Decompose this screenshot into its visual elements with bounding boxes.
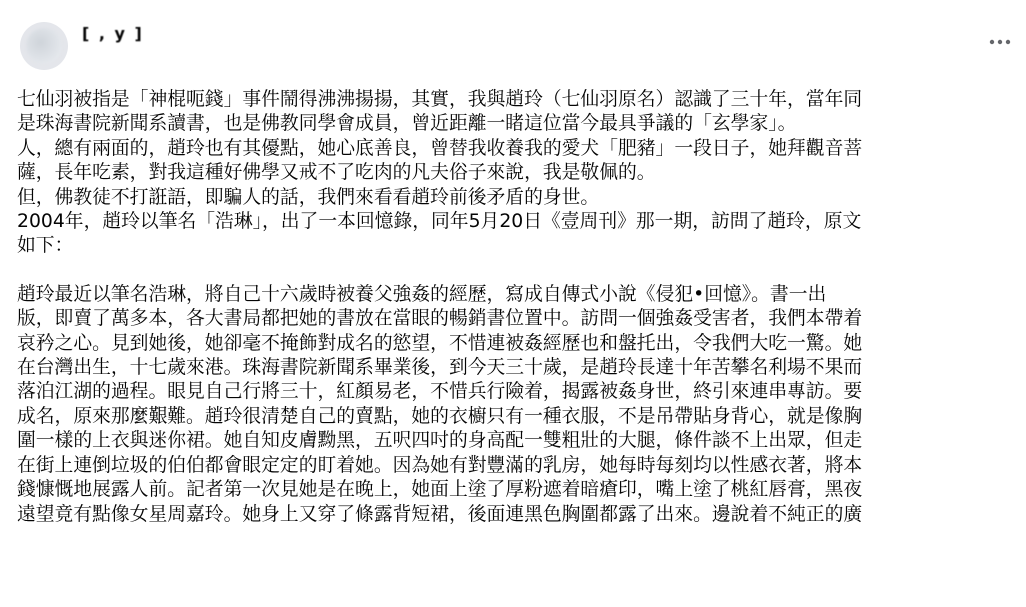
quoted-text-line: 在台灣出生，十七歲來港。珠海書院新聞系畢業後，到今天三十歲，是趙玲長達十年苦攀名利場不果而 xyxy=(17,357,863,379)
author-name[interactable]: [ , y ] xyxy=(82,24,144,43)
post-header xyxy=(0,0,1026,78)
quoted-text-line: 落泊江湖的過程。眼見自己行將三十，紅顏易老，不惜兵行險着，揭露被姦身世，終引來連串專訪。要 xyxy=(17,381,863,403)
post-text xyxy=(17,88,1022,527)
post-text-line: 2004年，趙玲以筆名「浩琳」，出了一本回憶錄，同年5月20日《壹周刊》那一期，訪問了趙玲，原文 xyxy=(17,211,862,233)
quoted-text-line: 錢慷慨地展露人前。記者第一次見她是在晚上，她面上塗了厚粉遮着暗瘡印，嘴上塗了桃紅唇膏，黑夜 xyxy=(17,479,863,501)
quoted-text-line: 版，即賣了萬多本，各大書局都把她的書放在當眼的暢銷書位置中。訪問一個強姦受害者，我們本帶着 xyxy=(17,308,863,330)
quoted-text-line: 在街上連倒垃圾的伯伯都會眼定定的盯着她。因為她有對豐滿的乳房，她每時每刻均以性感衣著，將本 xyxy=(17,454,863,476)
paragraph-spacer xyxy=(17,259,1022,283)
more-horizontal-icon xyxy=(989,39,1011,45)
post-text-line: 七仙羽被指是「神棍呃錢」事件鬧得沸沸揚揚，其實，我與趙玲（七仙羽原名）認識了三十年，當年同 xyxy=(17,89,863,110)
post-text-line: 薩，長年吃素，對我這種好佛學又戒不了吃肉的凡夫俗子來說，我是敬佩的。 xyxy=(17,162,656,184)
avatar-image xyxy=(26,28,62,64)
post-text-line: 人，總有兩面的，趙玲也有其優點，她心底善良，曾替我收養我的愛犬「肥豬」一段日子，她拜觀音菩 xyxy=(17,137,863,159)
post-text-line: 但，佛教徒不打誑語，即騙人的話，我們來看看趙玲前後矛盾的身世。 xyxy=(17,186,600,208)
profile-avatar[interactable] xyxy=(20,22,68,70)
quoted-text-line: 圍一樣的上衣與迷你裙。她自知皮膚黝黑，五呎四吋的身高配一雙粗壯的大腿，條件談不上出眾，但走 xyxy=(17,430,863,452)
quoted-text-line: 哀矜之心。見到她後，她卻毫不掩飾對成名的慾望，不惜連被姦經歷也和盤托出，令我們大吃一驚。她 xyxy=(17,332,863,354)
post-text-line: 是珠海書院新聞系讀書，也是佛教同學會成員，曾近距離一睹這位當今最具爭議的「玄學家」。 xyxy=(17,113,797,135)
quoted-text-line: 趙玲最近以筆名浩琳，將自己十六歲時被養父強姦的經歷，寫成自傳式小說《侵犯•回憶》。書一出 xyxy=(17,283,827,305)
quoted-text-line: 遠望竟有點像女星周嘉玲。她身上又穿了條露背短裙，後面連黑色胸圍都露了出來。邊說着不純正的廣 xyxy=(17,503,863,525)
post-text-line: 如下： xyxy=(17,235,74,257)
more-options-button[interactable] xyxy=(986,32,1014,52)
quoted-text-line: 成名，原來那麼艱難。趙玲很清楚自己的賣點，她的衣櫥只有一種衣服，不是吊帶貼身背心，就是像胸 xyxy=(17,405,863,427)
